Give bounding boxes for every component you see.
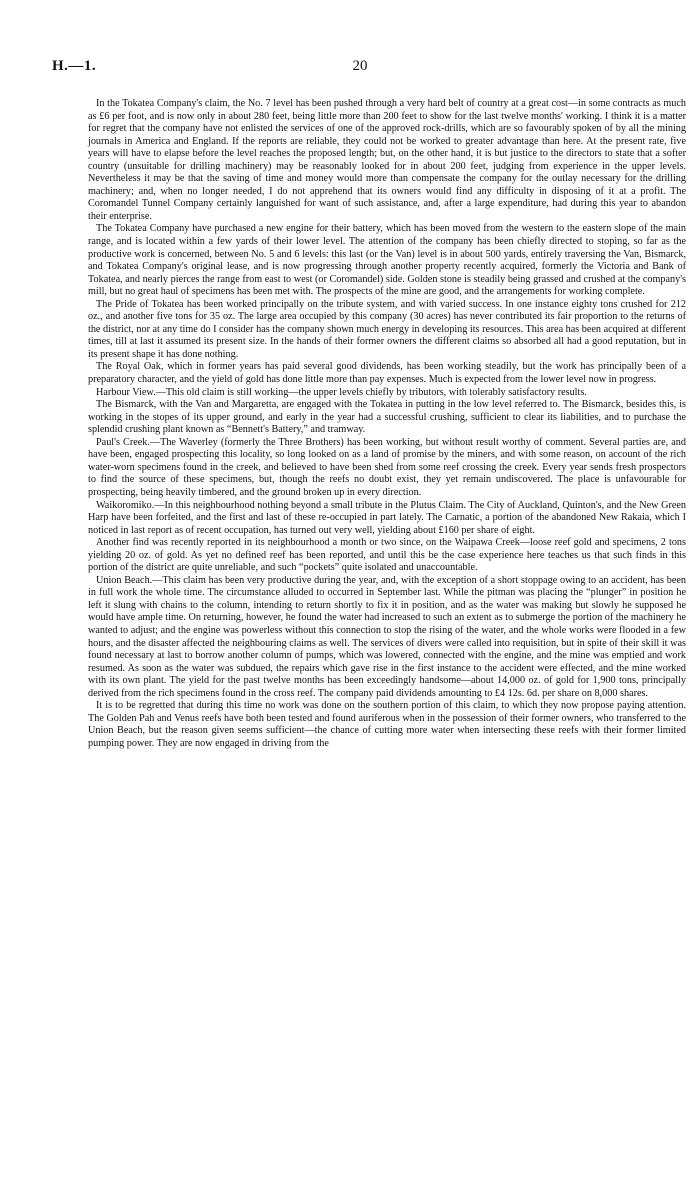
- paragraph-royal-oak: The Royal Oak, which in former years has paid several good dividends, has been working steadily, but the work has principally been of a preparatory character, and the yield of gold has done little more than pay expenses. Much is expected from the lower level now in progress.: [88, 361, 686, 386]
- paragraph-pauls-creek: Paul's Creek.—The Waverley (formerly the Three Brothers) has been working, but without result worthy of comment. Several parties are, and have been, engaged prospecting this locality, so long looked on as a land of promise by the miners, and with some reason, on account of the rich water-worn specimens found in the creek, and believed to have been shed from some reef crossing the creek. Every year sends fresh prospectors to find the source of these specimens, but, though the reefs no doubt exist, they yet remain undiscovered. The place is unfavourable for prospecting, being heavily timbered, and the ground broken up in every direction.: [88, 436, 686, 498]
- page-number: 20: [352, 58, 368, 74]
- paragraph-waikoromiko: Waikoromiko.—In this neighbourhood nothing beyond a small tribute in the Plutus Claim. The City of Auckland, Quinton's, and the New Green Harp have been forfeited, and the first and last of these re-occupied in part lately. The Carnatic, a portion of the abandoned New Rakaia, which I noticed in last report as of recent occupation, has turned out very well, yielding about £160 per share of eight.: [88, 499, 686, 536]
- paragraph-southern-portion: It is to be regretted that during this time no work was done on the southern portion of this claim, to which they now propose paying attention. The Golden Pah and Venus reefs have both been tested and found auriferous when in the possession of their former owners, who transferred to the Union Beach, but the reason given seems sufficient—the chance of cutting more water when intersecting these reefs with their former limited pumping power. They are now engaged in driving from the: [88, 700, 686, 749]
- report-body: [88, 98, 686, 750]
- paragraph-tokatea-engine: The Tokatea Company have purchased a new engine for their battery, which has been moved from the western to the eastern slope of the main range, and is located within a few yards of their lower level. The attention of the company has been chiefly directed to stoping, so far as the productive work is concerned, between No. 5 and 6 levels: this last (or the Van) level is in about 500 yards, entirely traversing the Van, Bismarck, and Tokatea Company's original lease, and is now progressing through another property recently acquired, formerly the Victoria and Bank of Tokatea, and nearly pierces the range from east to west (or Coromandel) side. Golden stone is steadily being grassed and crushed at the company's mill, but no great haul of specimens has been met with. The prospects of the mine are good, and the arrangements for working complete.: [88, 223, 686, 298]
- paragraph-union-beach: Union Beach.—This claim has been very productive during the year, and, with the exception of a short stoppage owing to an accident, has been in full work the whole time. The circumstance alluded to occurred in September last. While the pitman was placing the “plunger” in position he left it slung with chains to the column, intending to return shortly to fix it in position, and as the water was making but slowly he supposed he would have ample time. On returning, however, he found the water had increased to such an extent as to submerge the portion of the machinery he wanted to adjust; and the engine was powerless without this connection to stop the rising of the water, and the whole works were flooded in a few hours, and the disaster affected the neighbouring claims as well. The services of divers were called into requisition, but in spite of their skill it was found necessary at last to borrow another column of pumps, which was lowered, connected with the engine, and the mine was emptied and work resumed. As soon as the water was subdued, the repairs which gave rise in the first instance to the accident were effected, and the mine worked with its own plant. The yield for the past twelve months has been exceedingly handsome—about 14,000 oz. of gold for 1,900 tons, principally derived from the rich specimens found in the cross reef. The company paid dividends amounting to £4 12s. 6d. per share on 8,000 shares.: [88, 574, 686, 699]
- paragraph-tokatea-level: In the Tokatea Company's claim, the No. 7 level has been pushed through a very hard belt of country at a great cost—in some contracts as much as £6 per foot, and is now only in about 280 feet, being little more than 200 feet to show for the last twelve months' working. I think it is a matter for regret that the company have not enlisted the services of one of the approved rock-drills, which are so favourably spoken of by all the mining journals in America and England. If the reports are reliable, they could not be worked to greater advantage than here. At the present rate, five years will have to elapse before the level reaches the proposed length; but, on the other hand, it is but justice to the directors to state that a softer country (unsuitable for drilling machinery) may be reasonably looked for in about 200 feet, judging from experience in the upper levels. Nevertheless it may be that the saving of time and money would more than compensate the company for the outlay necessary for the drilling machinery; and, when no longer needed, I do not apprehend that its owners would find any difficulty in disposing of it at a profit. The Coromandel Tunnel Company certainly languished for want of such assistance, and, after a large expenditure, had during this year to abandon their enterprise.: [88, 98, 686, 222]
- paragraph-bismarck: The Bismarck, with the Van and Margaretta, are engaged with the Tokatea in putting in the low level referred to. The Bismarck, besides this, is working in the stopes of its upper ground, and early in the year had a successful crushing, sufficient to clear its liabilities, and to purchase the splendid crushing plant known as “Bennett's Battery,” and tramway.: [88, 399, 686, 436]
- paragraph-harbour-view: Harbour View.—This old claim is still working—the upper levels chiefly by tributors, with tolerably satisfactory results.: [96, 386, 587, 398]
- paragraph-pride-of-tokatea: The Pride of Tokatea has been worked principally on the tribute system, and with varied success. In one instance eighty tons crushed for 212 oz., and another five tons for 35 oz. The large area occupied by this company (30 acres) has never contributed its fair proportion to the returns of the district, nor at any time do I consider has the company shown much energy in developing its resources. This area has been acquired at different times, till at last it assumed its present size. In the hands of their former owners the different claims so absorbed all had a good reputation, but in its present shape it has done nothing.: [88, 298, 686, 360]
- document-reference: H.—1.: [52, 58, 97, 74]
- paragraph-waipawa-creek: Another find was recently reported in its neighbourhood a month or two since, on the Waipawa Creek—loose reef gold and specimens, 2 tons yielding 20 oz. of gold. As yet no defined reef has been reported, and until this be the case experience here teaches us that such finds in this portion of the district are quite unreliable, and such “pockets” quite isolated and unaccountable.: [88, 537, 686, 574]
